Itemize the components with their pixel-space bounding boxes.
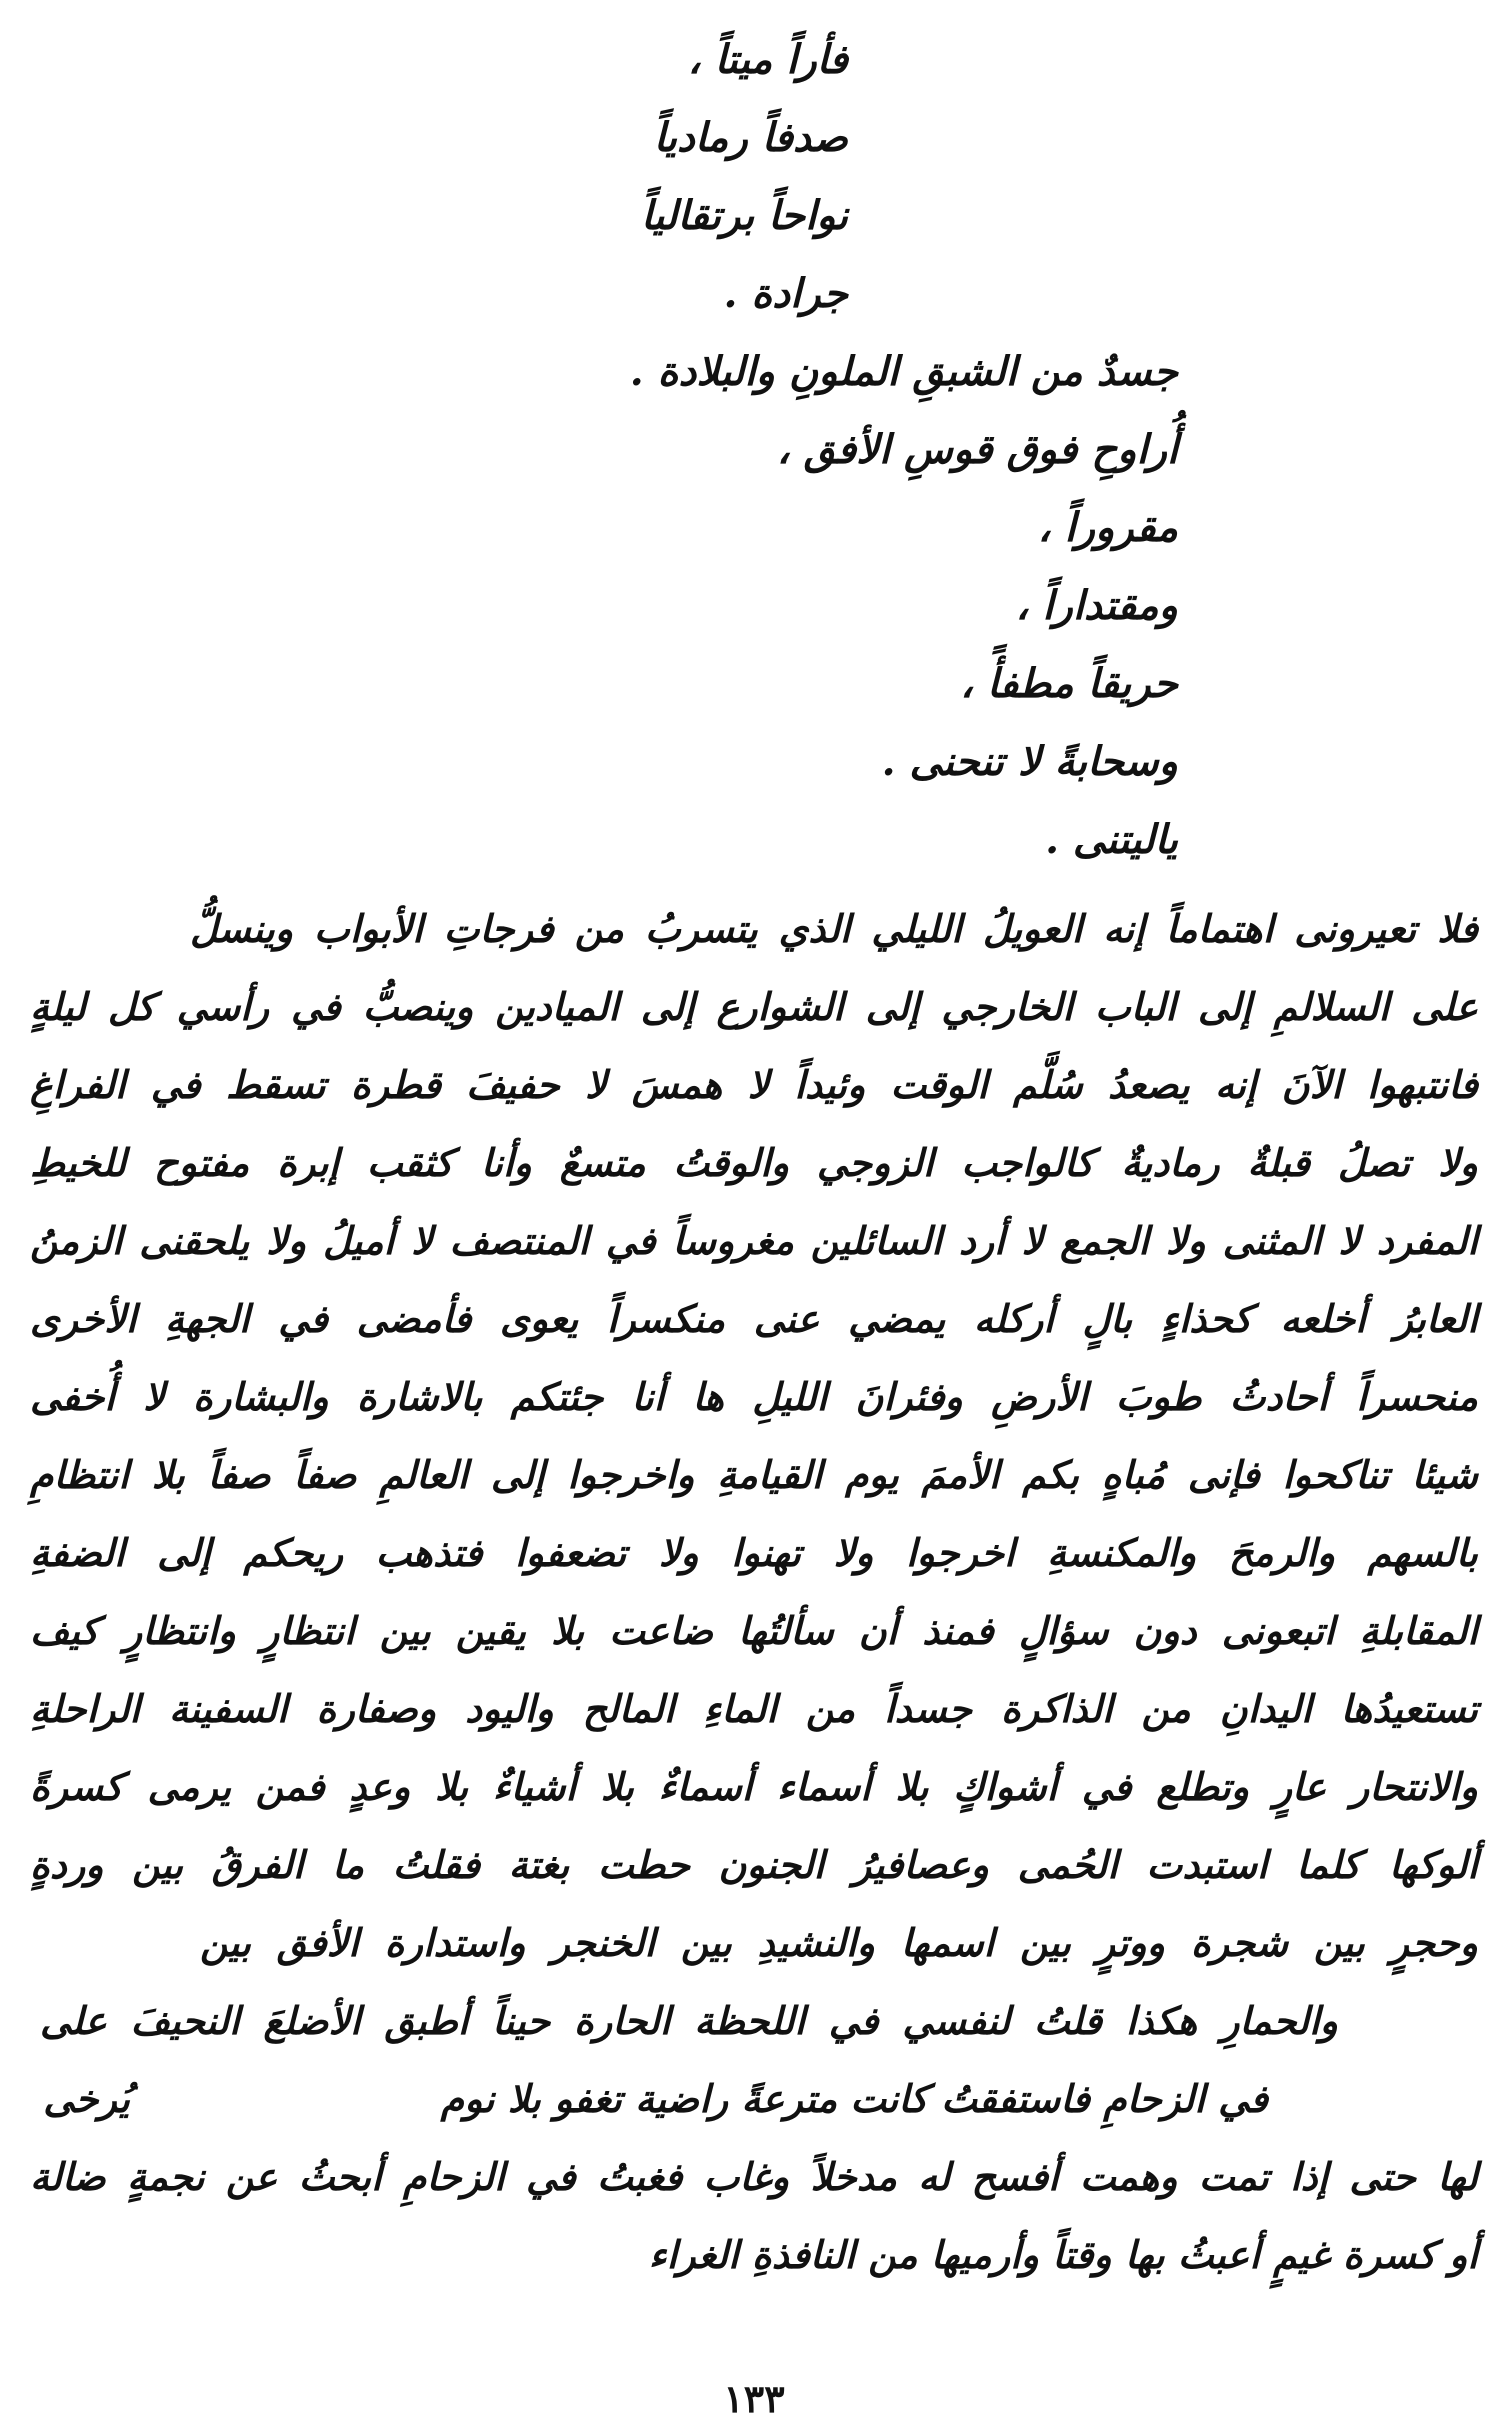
- prose-line: على السلالمِ إلى الباب الخارجي إلى الشوارع إلى الميادين وينصبُّ في رأسي كل ليلةٍ: [30, 984, 1478, 1029]
- prose-line: ولا تصلُ قبلةٌ رماديةٌ كالواجب الزوجي والوقتُ متسعٌ وأنا كثقب إبرة مفتوح للخيطِ: [30, 1140, 1478, 1185]
- prose-line: تستعيدُها اليدانِ من الذاكرة جسداً من الماءِ المالح واليود وصفارة السفينة الراحلةِ: [30, 1686, 1478, 1731]
- prose-line: في الزحامِ فاستفقتُ كانت مترعةً راضية تغفو بلا نوم: [440, 2076, 1268, 2121]
- prose-line: والانتحار عارٍ وتطلع في أشواكٍ بلا أسماء أسماءٌ بلا أشياءٌ بلا وعدٍ فمن يرمى كسرةً: [30, 1764, 1478, 1809]
- poem-verse: جرادة .: [723, 270, 848, 317]
- page-number: ١٣٣: [723, 2376, 785, 2421]
- poem-verse: ياليتنى .: [1045, 816, 1178, 863]
- poem-verse: صدفاً رمادياً: [653, 114, 848, 161]
- poem-verse: جسدٌ من الشبقِ الملونِ والبلادة .: [629, 348, 1178, 395]
- prose-line: المقابلةِ اتبعونى دون سؤالٍ فمنذ أن سألتُها ضاعت بلا يقين بين انتظارٍ وانتظارٍ كيف: [30, 1608, 1478, 1653]
- prose-line: العابرُ أخلعه كحذاءٍ بالٍ أركله يمضي عنى منكسراً يعوى فأمضى في الجهةِ الأخرى: [30, 1296, 1478, 1341]
- prose-line: منحسراً أحادثُ طوبَ الأرضِ وفئرانَ الليلِ ها أنا جئتكم بالاشارة والبشارة لا أُخفى: [30, 1374, 1478, 1419]
- prose-line: وحجرٍ بين شجرة ووترٍ بين اسمها والنشيدِ بين الخنجر واستدارة الأفق بين: [200, 1920, 1478, 1965]
- prose-line: فانتبهوا الآنَ إنه يصعدُ سُلَّم الوقت وئيداً لا همسَ لا حفيفَ قطرة تسقط في الفراغِ: [30, 1062, 1478, 1107]
- prose-line: بالسهم والرمحَ والمكنسةِ اخرجوا ولا تهنوا ولا تضعفوا فتذهب ريحكم إلى الضفةِ: [30, 1530, 1478, 1575]
- prose-line: المفرد لا المثنى ولا الجمع لا أرد السائلين مغروساً في المنتصف لا أميلُ ولا يلحقنى الزمنُ: [30, 1218, 1478, 1263]
- poem-verse: مقروراً ،: [1037, 504, 1178, 551]
- prose-line: أو كسرة غيمٍ أعبثُ بها وقتاً وأرميها من النافذةِ الغراء: [648, 2232, 1478, 2277]
- poem-verse: أُراوحِ فوق قوسِ الأفق ،: [776, 426, 1178, 473]
- poem-verse: نواحاً برتقالياً: [641, 192, 848, 239]
- prose-line: فلا تعيرونى اهتماماً إنه العويلُ الليلي الذي يتسربُ من فرجاتِ الأبواب وينسلُّ: [190, 906, 1478, 951]
- prose-line-fragment: يُرخى: [43, 2076, 130, 2121]
- poem-verse: حريقاً مطفأً ،: [960, 660, 1178, 707]
- poem-verse: ومقتداراً ،: [1015, 582, 1178, 629]
- prose-line: شيئا تناكحوا فإنى مُباهٍ بكم الأممَ يوم القيامةِ واخرجوا إلى العالمِ صفاً صفاً بلا انتظامِ: [30, 1452, 1478, 1497]
- prose-line: والحمارِ هكذا قلتُ لنفسي في اللحظة الحارة حيناً أطبق الأضلعَ النحيفَ على: [40, 1998, 1338, 2043]
- prose-line: لها حتى إذا تمت وهمت أفسح له مدخلاً وغاب فغبتُ في الزحامِ أبحثُ عن نجمةٍ ضالة: [30, 2154, 1478, 2199]
- prose-line: ألوكها كلما استبدت الحُمى وعصافيرُ الجنون حطت بغتة فقلتُ ما الفرقُ بين وردةٍ: [30, 1842, 1478, 1887]
- poem-verse: فأراً ميتاً ،: [687, 36, 848, 83]
- poem-verse: وسحابةً لا تنحنى .: [881, 738, 1178, 785]
